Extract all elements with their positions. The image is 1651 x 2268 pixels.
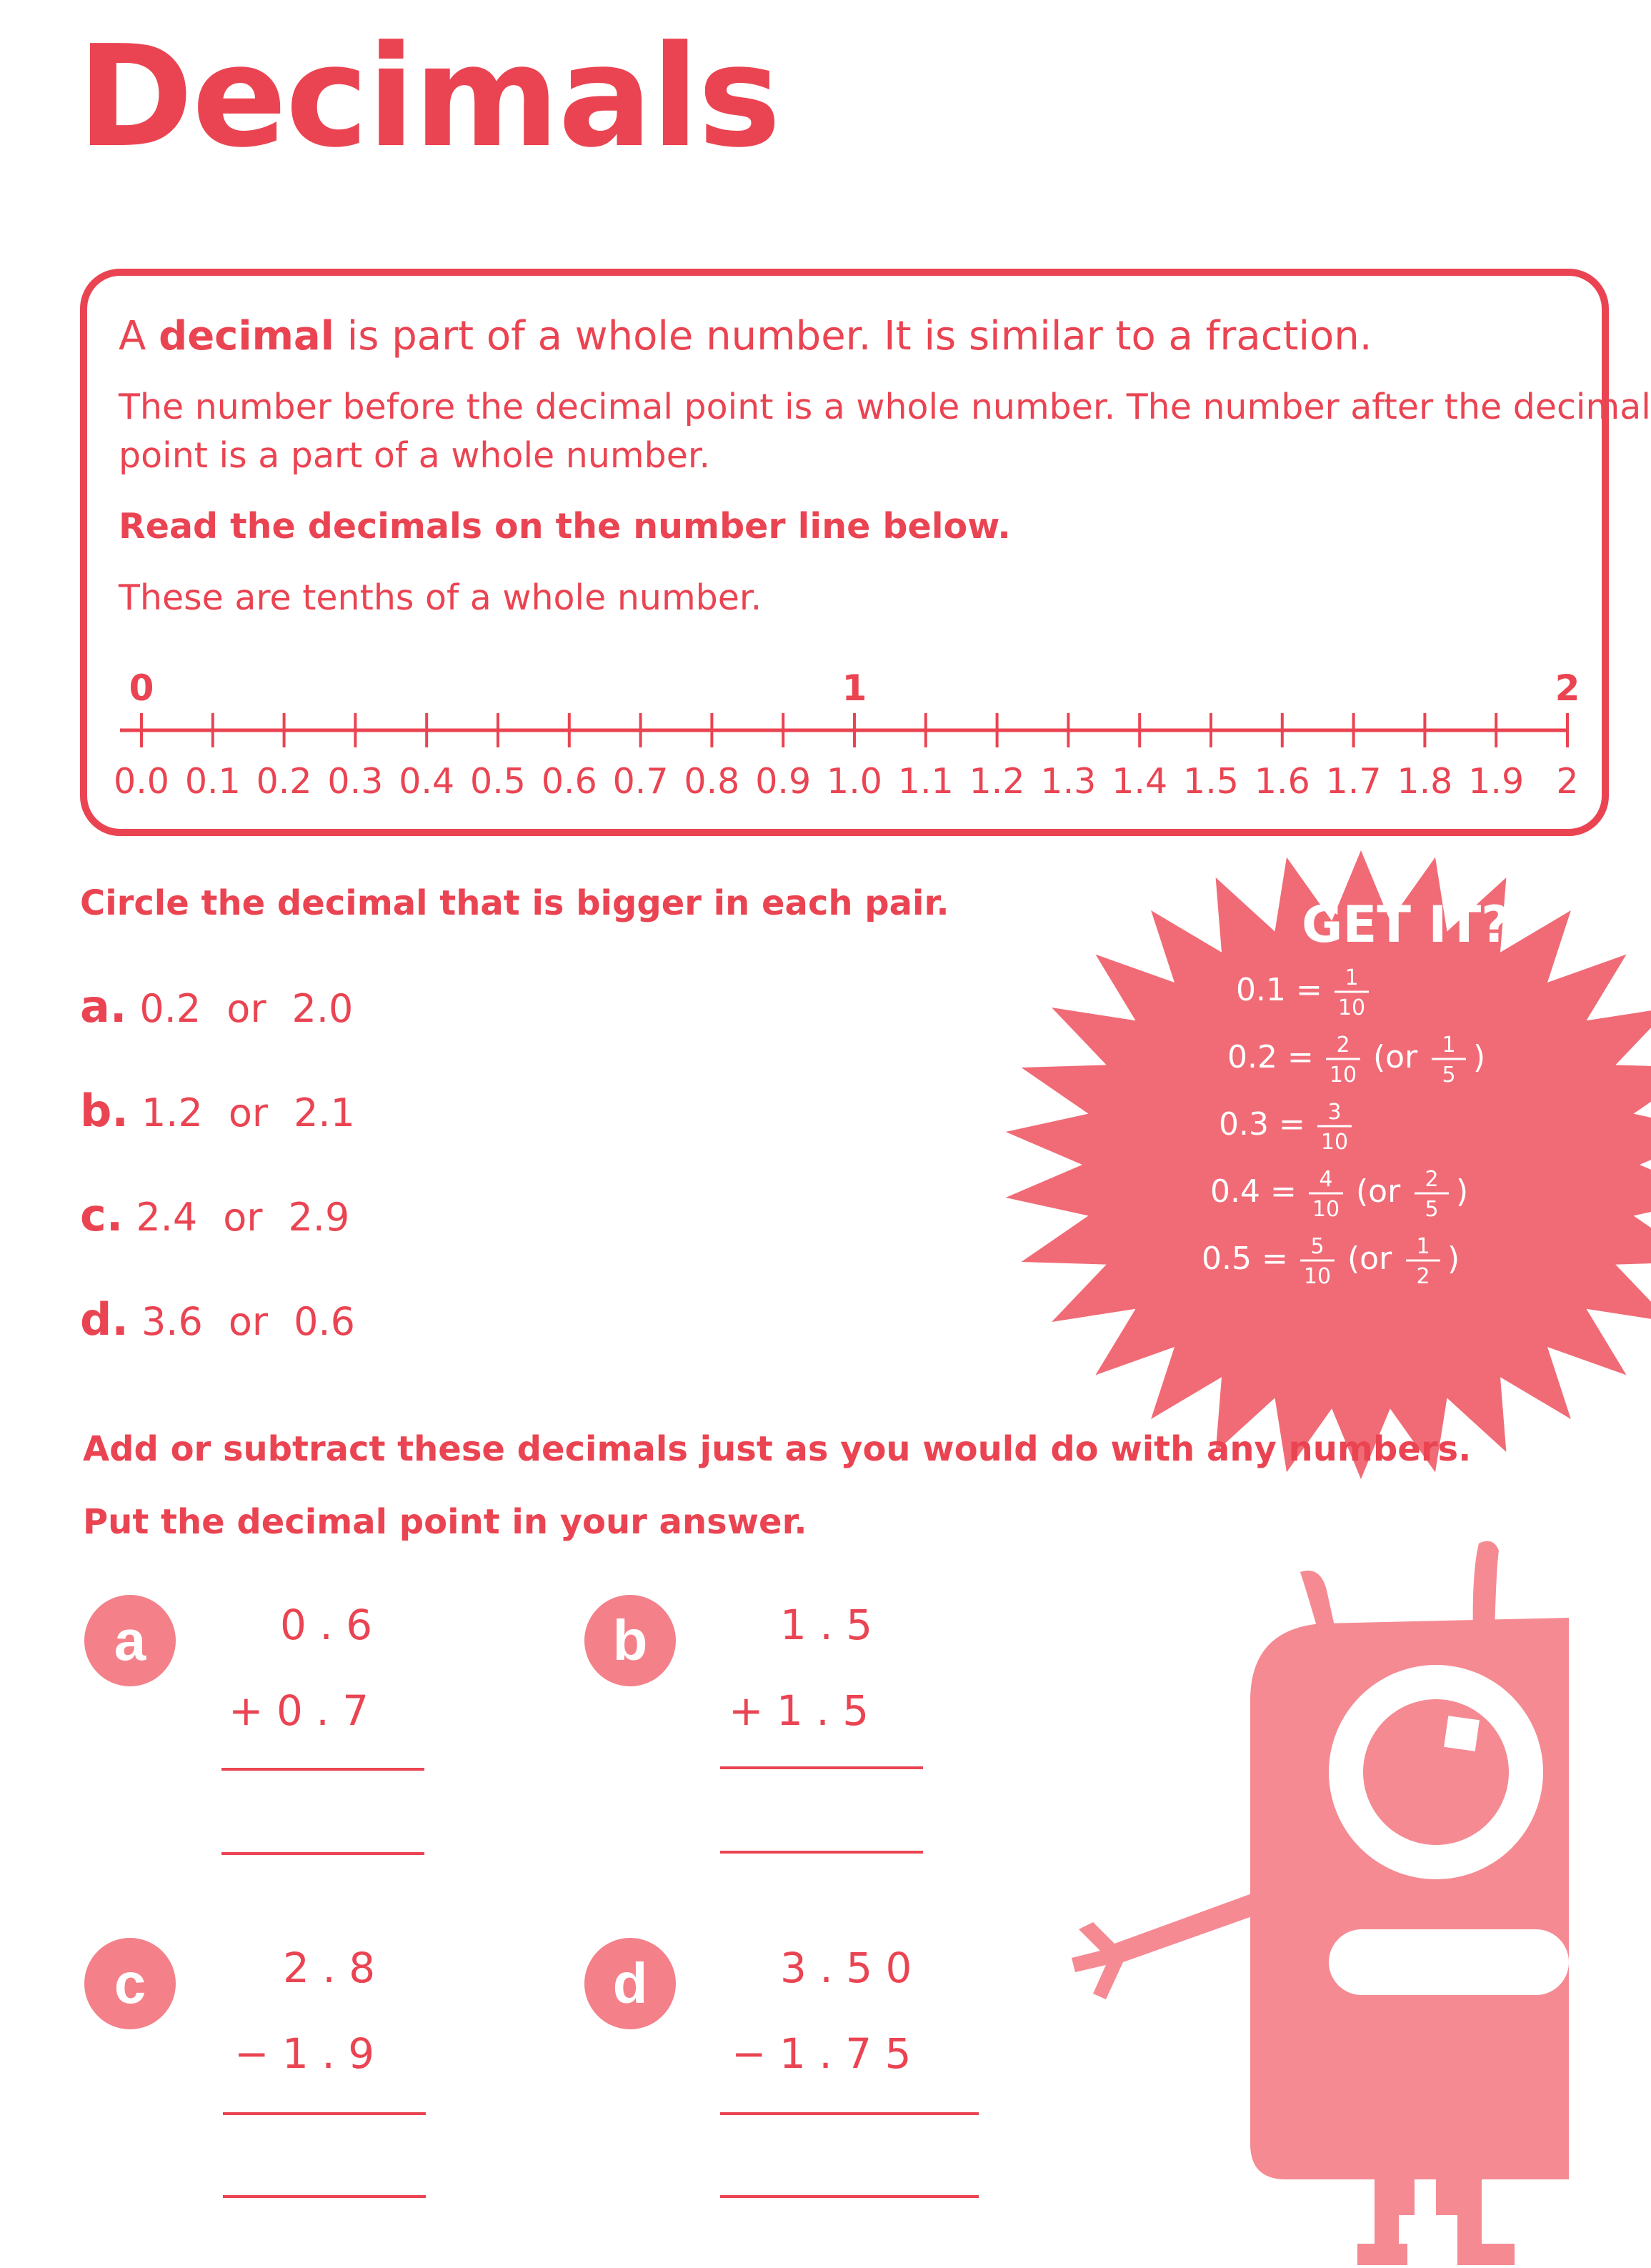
pair-letter: b. [80,1085,129,1137]
problem-b-bottom: + 1 . 5 [729,1686,869,1735]
get-it-title: GET IT? [1302,895,1510,954]
pair-or: or [223,1195,263,1240]
pair-letter: c. [80,1189,124,1241]
get-it-close-paren: ) [1456,1173,1469,1210]
problem-d-bottom: − 1 . 7 5 [732,2029,912,2078]
get-it-fraction-denominator: 10 [1303,1264,1332,1289]
problem-b-top: 1 . 5 [780,1601,873,1649]
pair-second[interactable]: 2.0 [291,986,354,1031]
pair-or: or [228,1090,269,1135]
get-it-fraction-numerator: 2 [1336,1033,1350,1058]
badge-b: b [584,1595,676,1686]
number-line-label: 0.7 [612,761,669,802]
number-line-label: 1.2 [969,761,1025,802]
get-it-fraction-denominator: 10 [1312,1197,1340,1222]
intro-bold-term: decimal [159,313,334,359]
number-line-label: 1.5 [1183,761,1239,802]
description-line-2: point is a part of a whole number. [119,435,711,476]
badge-c: c [84,1938,176,2029]
arithmetic-heading: Add or subtract these decimals just as you would do with any numbers. [83,1429,1472,1469]
number-line-label: 0.2 [256,761,312,802]
number-line-whole-label: 2 [1555,667,1580,709]
get-it-or: (or [1373,1039,1418,1075]
pair-first[interactable]: 2.4 [136,1195,198,1240]
number-line-label: 1.9 [1468,761,1525,802]
problem-a-bottom: + 0 . 7 [229,1686,369,1735]
number-line-label: 1.0 [827,761,882,802]
pair-first[interactable]: 1.2 [141,1090,203,1135]
number-line-label: 0.0 [114,761,169,802]
read-heading: Read the decimals on the number line below. [119,506,1011,547]
number-line-label: 1.8 [1397,761,1453,802]
get-it-lhs: 0.4 = [1210,1173,1297,1210]
get-it-lhs: 0.1 = [1236,972,1322,1008]
get-it-alt-fraction-denominator: 5 [1442,1063,1456,1088]
number-line-label: 1.4 [1112,761,1168,802]
get-it-alt-fraction-numerator: 2 [1425,1167,1439,1192]
pair-first[interactable]: 3.6 [141,1299,203,1344]
get-it-fraction-denominator: 10 [1320,1130,1349,1155]
get-it-close-paren: ) [1473,1039,1486,1075]
number-line-label: 0.4 [399,761,455,802]
pair-second[interactable]: 2.9 [288,1195,350,1240]
pair-letter: d. [80,1293,129,1346]
get-it-fraction-denominator: 10 [1329,1063,1357,1088]
number-line-label: 0.9 [755,761,812,802]
get-it-lhs: 0.2 = [1227,1039,1314,1075]
arithmetic-instruction: Put the decimal point in your answer. [83,1502,807,1542]
get-it-alt-fraction-denominator: 5 [1425,1197,1439,1222]
tenths-note: These are tenths of a whole number. [119,577,762,618]
compare-heading: Circle the decimal that is bigger in each pair. [80,883,949,923]
number-line-label: 2 [1556,761,1579,802]
problem-a-top: 0 . 6 [280,1601,373,1649]
number-line-whole-label: 1 [842,667,867,709]
intro-pre: A [119,313,159,359]
pair-first[interactable]: 0.2 [139,986,201,1031]
get-it-alt-fraction-numerator: 1 [1416,1234,1430,1259]
number-line-label: 0.5 [470,761,526,802]
badge-a: a [84,1595,176,1686]
badge-d: d [584,1938,676,2029]
pair-second[interactable]: 2.1 [294,1090,355,1135]
pair-second[interactable]: 0.6 [294,1299,355,1344]
page-title: Decimals [77,16,780,179]
problem-c-top: 2 . 8 [283,1944,376,1992]
get-it-close-paren: ) [1447,1240,1460,1277]
problem-c-bottom: − 1 . 9 [234,2029,375,2078]
get-it-fraction-numerator: 4 [1319,1167,1333,1192]
get-it-lhs: 0.5 = [1202,1240,1288,1277]
get-it-alt-fraction-numerator: 1 [1442,1033,1456,1058]
number-line-label: 1.3 [1040,761,1097,802]
get-it-or: (or [1356,1173,1401,1210]
pair-or: or [226,986,266,1031]
get-it-lhs: 0.3 = [1219,1106,1305,1143]
get-it-fraction-numerator: 5 [1310,1234,1325,1259]
intro-post: is part of a whole number. It is similar to a fraction. [334,313,1372,359]
number-line-label: 0.1 [184,761,241,802]
number-line-label: 1.6 [1254,761,1310,802]
get-it-fraction-numerator: 3 [1327,1100,1342,1125]
get-it-fraction-denominator: 10 [1337,995,1366,1020]
pair-letter: a. [80,980,127,1033]
get-it-fraction-numerator: 1 [1345,965,1359,990]
get-it-alt-fraction-denominator: 2 [1416,1264,1430,1289]
get-it-or: (or [1347,1240,1392,1277]
number-line-label: 1.7 [1325,761,1382,802]
number-line-label: 0.8 [684,761,740,802]
pair-or: or [228,1299,269,1344]
number-line-label: 1.1 [897,761,954,802]
number-line-label: 0.3 [327,761,384,802]
description-line-1: The number before the decimal point is a whole number. The number after the decimal [119,387,1651,427]
number-line-whole-label: 0 [129,667,154,709]
number-line-label: 0.6 [541,761,597,802]
problem-d-top: 3 . 5 0 [780,1944,912,1992]
